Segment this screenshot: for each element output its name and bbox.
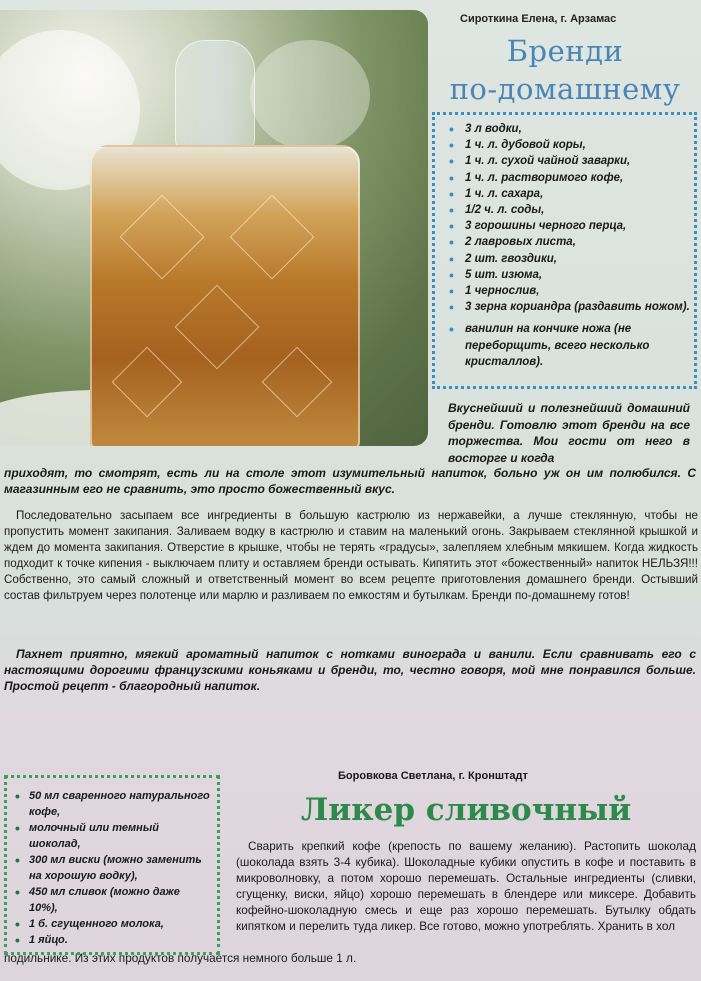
list-item: • 3 л водки,: [449, 121, 690, 137]
liqueur-method: Сварить крепкий кофе (крепость по вашему желанию). Растопить шоколад (шоколада взять 3-4 кубика). Шоколадные кубики опустить в кофе и поставить в микроволновку, а потом хорошо перемешать. Остальные ингредиенты (сливки, сгущенку, виски, яйцо) хорошо перемешать в блендере или миксере. Добавить кофейно-шоколадную смесь и еще раз хорошо перемешать. Бутылку обдать кипятком и перелить туда ликер. Все готово, можно употреблять. Хранить в хол: [236, 839, 696, 933]
brandy-title: [430, 32, 700, 108]
list-item: • 2 лавровых листа,: [449, 234, 690, 250]
list-item: • 1 яйцо.: [13, 932, 211, 948]
brandy-intro-full: приходят, то смотрят, есть ли на столе этот изумительный напиток, больно уж он им полюбился. С магазинным его не сравнить, это просто божественный вкус.: [4, 466, 696, 496]
list-item: • 50 мл сваренного натурального кофе,: [13, 788, 211, 820]
decanter-stopper: [175, 40, 255, 150]
list-item: • 1/2 ч. л. соды,: [449, 202, 690, 218]
brandy-outro: Пахнет приятно, мягкий ароматный напиток с нотками винограда и ванили. Если сравнивать его с настоящими дорогими французскими коньяками и бренди, то, честно говоря, мой мне понравился больше. Простой рецепт - благородный напиток.: [4, 647, 696, 693]
brandy-intro-right: Вкуснейший и полезнейший домашний бренди. Готовлю этот бренди на все торжества. Мои гости от него в восторге и когда: [448, 401, 690, 465]
list-item: • 3 горошины черного перца,: [449, 218, 690, 234]
decanter-body: [90, 145, 360, 446]
list-item: • 1 б. сгущенного молока,: [13, 916, 211, 932]
liqueur-author: Боровкова Светлана, г. Кронштадт: [338, 770, 528, 782]
brandy-author: Сироткина Елена, г. Арзамас: [460, 13, 617, 25]
brandy-decanter-photo: [0, 10, 428, 446]
glass-facet: [262, 347, 333, 418]
brandy-ingredient-list: [432, 112, 697, 389]
liqueur-title: Ликер сливочный: [300, 792, 632, 828]
liqueur-ingredient-list: [4, 775, 220, 955]
brandy-title-line2: по-домашнему: [449, 72, 681, 106]
list-item: • 3 зерна кориандра (раздавить ножом).: [449, 299, 690, 315]
bokeh-light: [250, 40, 370, 150]
list-item: • 450 мл сливок (можно даже 10%),: [13, 884, 211, 916]
list-item: • 1 ч. л. растворимого кофе,: [449, 170, 690, 186]
list-item: • молочный или темный шоколад,: [13, 820, 211, 852]
glass-facet: [120, 195, 205, 280]
glass-facet: [230, 195, 315, 280]
list-item: • 1 ч. л. дубовой коры,: [449, 137, 690, 153]
list-item: • 300 мл виски (можно заменить на хорошую водку),: [13, 852, 211, 884]
liqueur-tail: подильнике. Из этих продуктов получается немного больше 1 л.: [4, 951, 357, 965]
glass-facet: [175, 285, 260, 370]
brandy-title-line1: Бренди: [506, 34, 624, 68]
glass-facet: [112, 347, 183, 418]
list-item: • 5 шт. изюма,: [449, 267, 690, 283]
list-item: • ванилин на кончике ножа (не переборщить, всего несколько кристаллов).: [449, 321, 690, 370]
list-item: • 1 чернослив,: [449, 283, 690, 299]
list-item: • 1 ч. л. сухой чайной заварки,: [449, 153, 690, 169]
list-item: • 1 ч. л. сахара,: [449, 186, 690, 202]
brandy-method: Последовательно засыпаем все ингредиенты в большую кастрюлю из нержавейки, а лучше стеклянную, чтобы не пропустить момент закипания. Заливаем водку в кастрюлю и ставим на маленький огонь. Закрываем стеклянной крышкой и ждем до момента закипания. Отверстие в крышке, чтобы не терять «градусы», залепляем хлебным мякишем. Когда жидкость подходит к точке кипения - выключаем плиту и оставляем бренди остывать. Кипятить этот «божественный» напиток НЕЛЬЗЯ!!! Собственно, это самый сложный и ответственный момент во всем рецепте приготовления домашнего бренди. Остывший состав фильтруем через полотенце или марлю и разливаем по емкостям и бутылкам. Бренди по-домашнему готов!: [4, 509, 698, 602]
list-item: • 2 шт. гвоздики,: [449, 251, 690, 267]
